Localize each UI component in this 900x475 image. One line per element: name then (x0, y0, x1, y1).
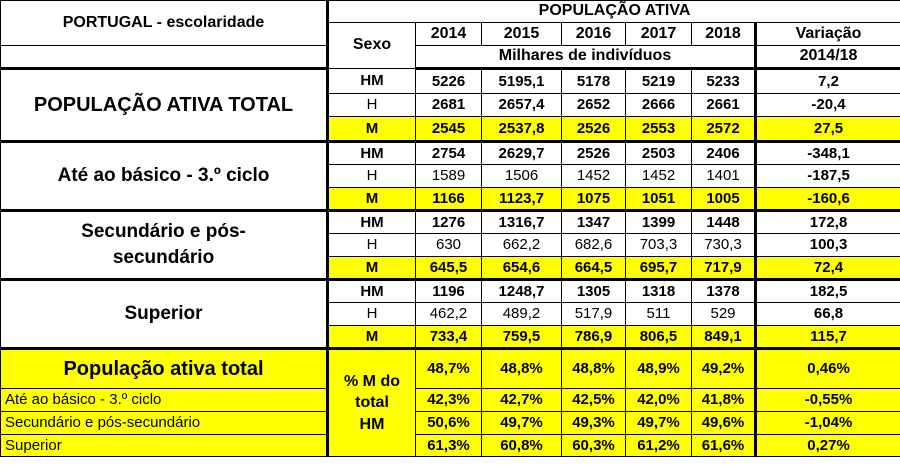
share-cell: 48,9% (626, 349, 692, 389)
sex-cell: H (328, 234, 416, 257)
value-cell: 5226 (416, 69, 482, 94)
variation-cell: 182,5 (756, 280, 900, 303)
value-cell: 462,2 (416, 303, 482, 326)
share-label (328, 349, 416, 457)
value-cell: 2754 (416, 142, 482, 165)
share-cell: 50,6% (416, 412, 482, 435)
value-cell: 645,5 (416, 257, 482, 280)
share-cell: 61,2% (626, 435, 692, 457)
variation-header-line1: Variação (756, 23, 900, 46)
share-cell: 48,7% (416, 349, 482, 389)
share-row-label: Até ao básico - 3.º ciclo (1, 389, 328, 412)
share-variation-cell: 0,46% (756, 349, 900, 389)
share-cell: 60,8% (482, 435, 562, 457)
value-cell: 1378 (692, 280, 756, 303)
group-label-text: Até ao básico - 3.º ciclo (57, 165, 270, 187)
year-header-2017: 2017 (626, 23, 692, 46)
group-label-text-line2: secundário (112, 247, 215, 268)
value-cell: 2545 (416, 117, 482, 142)
share-cell: 49,2% (692, 349, 756, 389)
value-cell: 2629,7 (482, 142, 562, 165)
group-label-text-line1: Secundário e pós- (81, 221, 246, 243)
value-cell: 1051 (626, 188, 692, 211)
group-label-text: POPULAÇÃO ATIVA TOTAL (33, 93, 294, 116)
table-row (1, 389, 900, 412)
value-cell: 2652 (562, 94, 626, 117)
share-label-line2: total (355, 394, 389, 412)
value-cell: 2526 (562, 117, 626, 142)
share-cell: 49,3% (562, 412, 626, 435)
value-cell: 2661 (692, 94, 756, 117)
value-cell: 630 (416, 234, 482, 257)
group-label-superior (1, 280, 328, 349)
group-label-text: Superior (124, 303, 203, 325)
table-row (1, 412, 900, 435)
table-row (1, 349, 900, 389)
value-cell: 806,5 (626, 326, 692, 349)
value-cell: 1248,7 (482, 280, 562, 303)
year-header-2016: 2016 (562, 23, 626, 46)
variation-cell: 27,5 (756, 117, 900, 142)
group-label-total (1, 69, 328, 142)
share-row-label: População ativa total (1, 349, 328, 389)
share-row-label: Secundário e pós-secundário (1, 412, 328, 435)
share-label-line3: HM (359, 415, 385, 433)
value-cell: 2657,4 (482, 94, 562, 117)
sex-cell: HM (328, 69, 416, 94)
value-cell: 1316,7 (482, 211, 562, 234)
sex-cell: H (328, 94, 416, 117)
share-cell: 41,8% (692, 389, 756, 412)
value-cell: 759,5 (482, 326, 562, 349)
value-cell: 1166 (416, 188, 482, 211)
value-cell: 730,3 (692, 234, 756, 257)
value-cell: 717,9 (692, 257, 756, 280)
year-header-2015: 2015 (482, 23, 562, 46)
share-variation-cell: -0,55% (756, 389, 900, 412)
value-cell: 1452 (626, 165, 692, 188)
share-cell: 48,8% (562, 349, 626, 389)
value-cell: 2537,8 (482, 117, 562, 142)
value-cell: 2406 (692, 142, 756, 165)
sex-cell: H (328, 303, 416, 326)
variation-cell: -20,4 (756, 94, 900, 117)
value-cell: 1276 (416, 211, 482, 234)
header-blank (1, 46, 328, 69)
value-cell: 529 (692, 303, 756, 326)
value-cell: 1347 (562, 211, 626, 234)
variation-cell: 66,8 (756, 303, 900, 326)
share-cell: 49,6% (692, 412, 756, 435)
variation-cell: -187,5 (756, 165, 900, 188)
share-cell: 49,7% (626, 412, 692, 435)
value-cell: 733,4 (416, 326, 482, 349)
variation-cell: 72,4 (756, 257, 900, 280)
value-cell: 786,9 (562, 326, 626, 349)
table-row (1, 211, 900, 234)
sex-cell: HM (328, 280, 416, 303)
variation-header-line2: 2014/18 (756, 46, 900, 69)
value-cell: 2526 (562, 142, 626, 165)
sex-cell: M (328, 326, 416, 349)
value-cell: 1452 (562, 165, 626, 188)
share-cell: 42,7% (482, 389, 562, 412)
value-cell: 1005 (692, 188, 756, 211)
units-label: Milhares de indivíduos (416, 46, 756, 69)
share-cell: 48,8% (482, 349, 562, 389)
year-header-2014: 2014 (416, 23, 482, 46)
group-label-secondary (1, 211, 328, 280)
value-cell: 703,3 (626, 234, 692, 257)
share-label-line1: % M do (344, 372, 400, 390)
share-variation-cell: -1,04% (756, 412, 900, 435)
share-cell: 42,5% (562, 389, 626, 412)
year-header-2018: 2018 (692, 23, 756, 46)
variation-cell: -348,1 (756, 142, 900, 165)
value-cell: 682,6 (562, 234, 626, 257)
sheet-title: PORTUGAL - escolaridade (1, 1, 328, 46)
value-cell: 695,7 (626, 257, 692, 280)
table-row (1, 142, 900, 165)
table-row (1, 280, 900, 303)
variation-cell: 100,3 (756, 234, 900, 257)
value-cell: 1075 (562, 188, 626, 211)
value-cell: 2553 (626, 117, 692, 142)
group-label-basic (1, 142, 328, 211)
sex-cell: H (328, 165, 416, 188)
value-cell: 1506 (482, 165, 562, 188)
value-cell: 662,2 (482, 234, 562, 257)
value-cell: 2503 (626, 142, 692, 165)
value-cell: 1401 (692, 165, 756, 188)
variation-cell: 172,8 (756, 211, 900, 234)
share-cell: 61,6% (692, 435, 756, 457)
share-cell: 42,0% (626, 389, 692, 412)
value-cell: 1589 (416, 165, 482, 188)
variation-cell: 7,2 (756, 69, 900, 94)
sex-cell: M (328, 188, 416, 211)
value-cell: 2666 (626, 94, 692, 117)
share-row-label: Superior (1, 435, 328, 457)
value-cell: 2681 (416, 94, 482, 117)
sex-cell: HM (328, 211, 416, 234)
table-row (1, 69, 900, 94)
table-row (1, 435, 900, 457)
share-variation-cell: 0,27% (756, 435, 900, 457)
value-cell: 654,6 (482, 257, 562, 280)
value-cell: 5219 (626, 69, 692, 94)
share-cell: 49,7% (482, 412, 562, 435)
value-cell: 489,2 (482, 303, 562, 326)
share-cell: 60,3% (562, 435, 626, 457)
value-cell: 1399 (626, 211, 692, 234)
value-cell: 1196 (416, 280, 482, 303)
sex-cell: M (328, 117, 416, 142)
sex-header: Sexo (328, 23, 416, 69)
value-cell: 2572 (692, 117, 756, 142)
sex-cell: M (328, 257, 416, 280)
share-cell: 61,3% (416, 435, 482, 457)
value-cell: 849,1 (692, 326, 756, 349)
value-cell: 511 (626, 303, 692, 326)
value-cell: 664,5 (562, 257, 626, 280)
value-cell: 1305 (562, 280, 626, 303)
value-cell: 517,9 (562, 303, 626, 326)
value-cell: 1448 (692, 211, 756, 234)
value-cell: 5233 (692, 69, 756, 94)
value-cell: 5195,1 (482, 69, 562, 94)
value-cell: 1318 (626, 280, 692, 303)
value-cell: 5178 (562, 69, 626, 94)
sex-cell: HM (328, 142, 416, 165)
value-cell: 1123,7 (482, 188, 562, 211)
variation-cell: -160,6 (756, 188, 900, 211)
main-title: POPULAÇÃO ATIVA (328, 1, 900, 23)
variation-cell: 115,7 (756, 326, 900, 349)
share-cell: 42,3% (416, 389, 482, 412)
